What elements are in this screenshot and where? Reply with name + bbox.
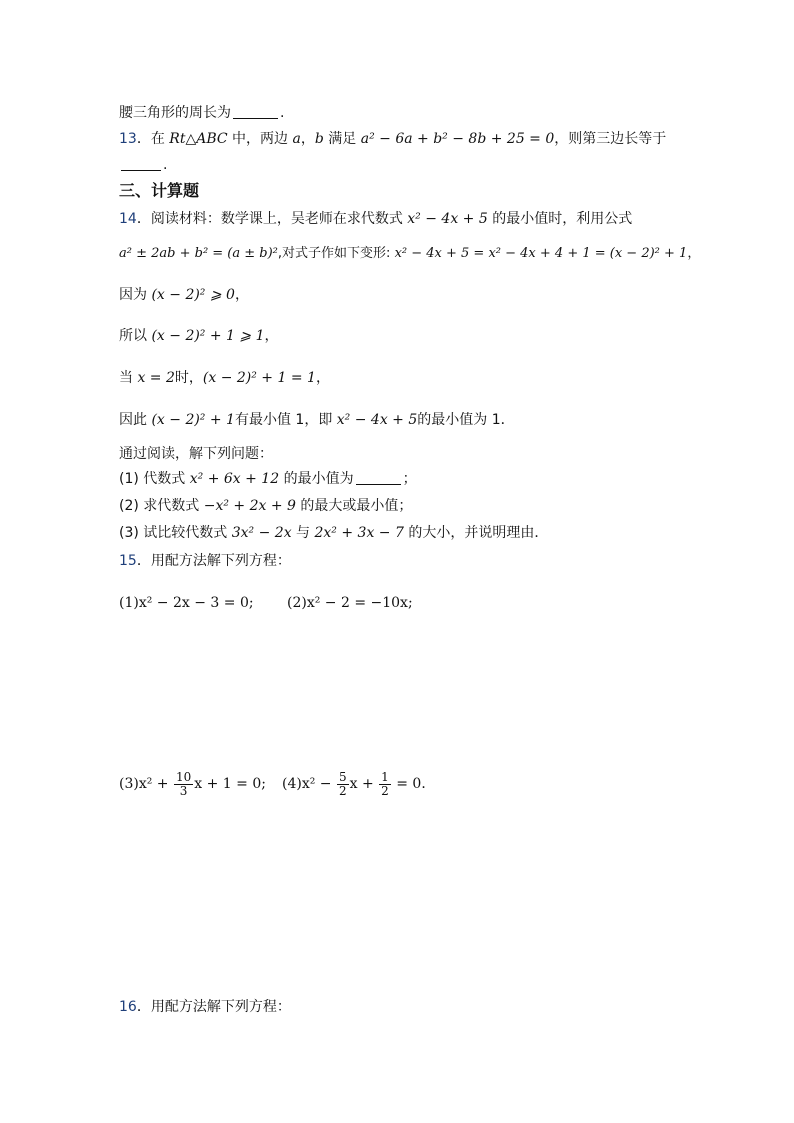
reasoning-line-3: 当 x = 2时，(x − 2)² + 1 = 1，: [119, 370, 330, 386]
prev-question-fragment: 腰三角形的周长为 .: [119, 105, 285, 121]
fraction: $\frac{10}{3}$: [175, 769, 192, 798]
sub-question-1: (1) 代数式 x² + 6x + 12 的最小值为 ；: [119, 471, 417, 487]
question-14-intro: 14．阅读材料：数学课上，吴老师在求代数式 x² − 4x + 5 的最小值时，利用公式: [119, 211, 633, 227]
square-formula: a² ± 2ab + b² = (a ± b)²: [119, 246, 278, 261]
question-number: 13: [119, 131, 137, 147]
answer-blank[interactable]: [233, 104, 278, 119]
read-prompt: 通过阅读，解下列问题：: [119, 446, 273, 462]
equation-3: (3)x² + $\frac{10}{3}$ x + 1 = 0;: [119, 769, 266, 798]
reasoning-line-1: 因为 (x − 2)² ⩾ 0，: [119, 287, 249, 303]
question-16: 16．用配方法解下列方程：: [119, 999, 291, 1015]
question-13-blank-line: .: [119, 155, 167, 175]
equation-1: (1)x² − 2x − 3 = 0;: [119, 595, 254, 611]
equation-4: (4)x² − $\frac{5}{2}$ x + $\frac{1}{2}$ = 0．: [282, 769, 436, 798]
question-number: 14: [119, 211, 137, 227]
sub-question-2: (2) 求代数式 −x² + 2x + 9 的最大或最小值；: [119, 498, 413, 514]
answer-blank[interactable]: [356, 470, 401, 485]
question-15: 15．用配方法解下列方程：: [119, 553, 291, 569]
question-number: 16: [119, 999, 137, 1015]
answer-blank[interactable]: [121, 156, 161, 171]
question-number: 15: [119, 553, 137, 569]
transform-equation: x² − 4x + 5 = x² − 4x + 4 + 1 = (x − 2)² + 1: [394, 246, 688, 261]
question-14-formula-line: a² ± 2ab + b² = (a ± b)²,对式子作如下变形: x² − 4x + 5 = x² − 4x + 4 + 1 = (x − 2)² + 1，: [119, 246, 701, 261]
question-13: 13．在 Rt△ABC 中，两边 a，b 满足 a² − 6a + b² − 8b + 25 = 0，则第三边长等于: [119, 131, 667, 147]
sub-question-3: (3) 试比较代数式 3x² − 2x 与 2x² + 3x − 7 的大小，并说明理由．: [119, 525, 549, 541]
section-title: 三、计算题: [119, 181, 200, 200]
reasoning-line-4: 因此 (x − 2)² + 1有最小值 1，即 x² − 4x + 5的最小值为 1．: [119, 412, 515, 428]
fraction: $\frac{5}{2}$: [338, 769, 347, 798]
condition-equation: a² − 6a + b² − 8b + 25 = 0: [360, 131, 555, 147]
equation-2: (2)x² − 2 = −10x;: [287, 595, 413, 611]
fraction: $\frac{1}{2}$: [381, 769, 389, 798]
reasoning-line-2: 所以 (x − 2)² + 1 ⩾ 1，: [119, 328, 279, 344]
